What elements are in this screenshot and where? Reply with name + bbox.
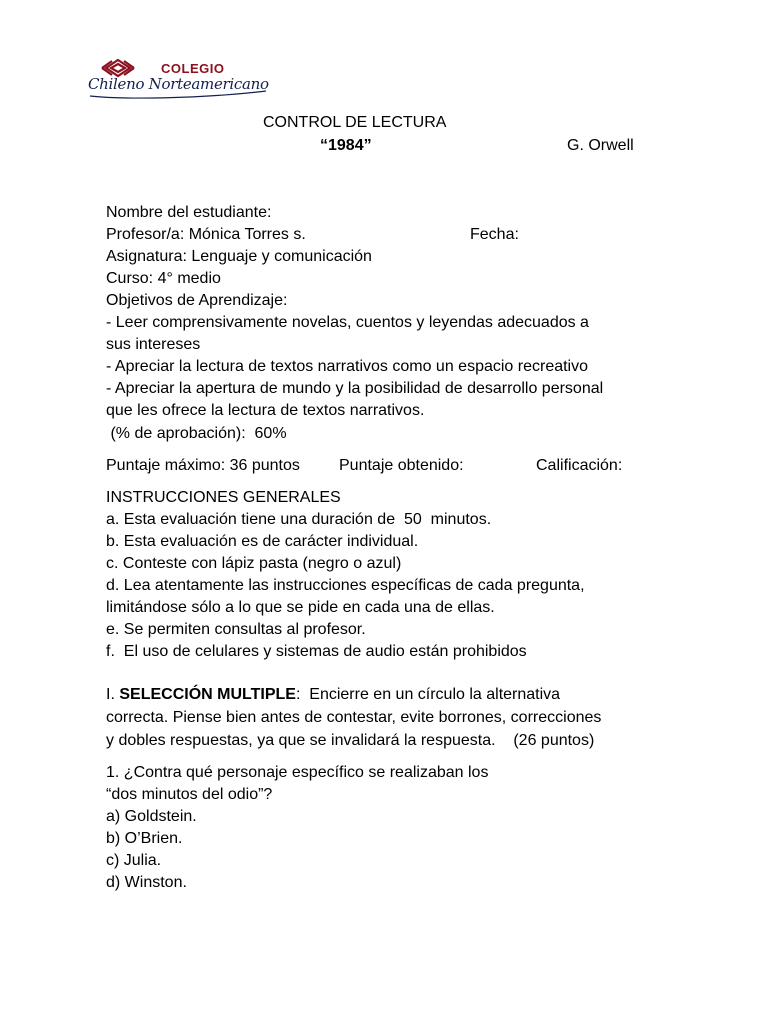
- book-author: G. Orwell: [567, 137, 634, 154]
- question-1-option-b[interactable]: b) O’Brien.: [106, 830, 183, 847]
- objective-3-line-1: - Apreciar la apertura de mundo y la posibilidad de desarrollo personal: [106, 380, 604, 397]
- school-logo: [88, 58, 270, 102]
- instruction-c: c. Conteste con lápiz pasta (negro o azul): [106, 555, 402, 572]
- instruction-d-line-2: limitándose sólo a lo que se pide en cada una de ellas.: [106, 599, 495, 616]
- obtained-score-label: Puntaje obtenido:: [339, 457, 464, 474]
- logo-colegio-text: COLEGIO: [161, 61, 225, 76]
- max-score-label: Puntaje máximo: 36 puntos: [106, 457, 300, 474]
- instruction-a: a. Esta evaluación tiene una duración de 50 minutos.: [106, 511, 492, 528]
- course-label: Curso: 4° medio: [106, 270, 221, 287]
- question-1-option-d[interactable]: d) Winston.: [106, 874, 187, 891]
- student-name-label: Nombre del estudiante:: [106, 204, 272, 221]
- logo-script-text: Chileno Norteamericano: [88, 75, 269, 93]
- objective-1-line-2: sus intereses: [106, 336, 201, 353]
- question-1-option-a[interactable]: a) Goldstein.: [106, 808, 197, 825]
- question-1-line-2: “dos minutos del odio”?: [106, 786, 273, 803]
- question-1-option-c[interactable]: c) Julia.: [106, 852, 162, 869]
- date-label: Fecha:: [470, 226, 519, 243]
- question-1-line-1: 1. ¿Contra qué personaje específico se realizaban los: [106, 764, 489, 781]
- instruction-b: b. Esta evaluación es de carácter individual.: [106, 533, 419, 550]
- instruction-d-line-1: d. Lea atentamente las instrucciones específicas de cada pregunta,: [106, 577, 585, 594]
- section-1-title: SELECCIÓN MULTIPLE: [119, 686, 296, 703]
- logo-underline-icon: [88, 58, 270, 102]
- instruction-e: e. Se permiten consultas al profesor.: [106, 621, 366, 638]
- instructions-title: INSTRUCCIONES GENERALES: [106, 489, 341, 506]
- objective-3-line-2: que les ofrece la lectura de textos narrativos.: [106, 402, 425, 419]
- objectives-title: Objetivos de Aprendizaje:: [106, 292, 288, 309]
- section-1-number: I.: [106, 686, 120, 703]
- instruction-f: f. El uso de celulares y sistemas de audio están prohibidos: [106, 643, 527, 660]
- grade-label: Calificación:: [536, 457, 623, 474]
- section-1-line-3: y dobles respuestas, ya que se invalidará la respuesta. (26 puntos): [106, 732, 595, 749]
- subject-label: Asignatura: Lenguaje y comunicación: [106, 248, 372, 265]
- section-1-line-2: correcta. Piense bien antes de contestar, evite borrones, correcciones: [106, 709, 602, 726]
- teacher-label: Profesor/a: Mónica Torres s.: [106, 226, 306, 243]
- section-1-heading: [106, 684, 560, 706]
- objective-1-line-1: - Leer comprensivamente novelas, cuentos y leyendas adecuados a: [106, 314, 589, 331]
- objective-2: - Apreciar la lectura de textos narrativos como un espacio recreativo: [106, 358, 589, 375]
- book-title: “1984”: [320, 137, 372, 154]
- section-1-intro: : Encierre en un círculo la alternativa: [295, 686, 561, 703]
- document-title: CONTROL DE LECTURA: [263, 114, 447, 131]
- approval-percentage: (% de aprobación): 60%: [106, 425, 287, 442]
